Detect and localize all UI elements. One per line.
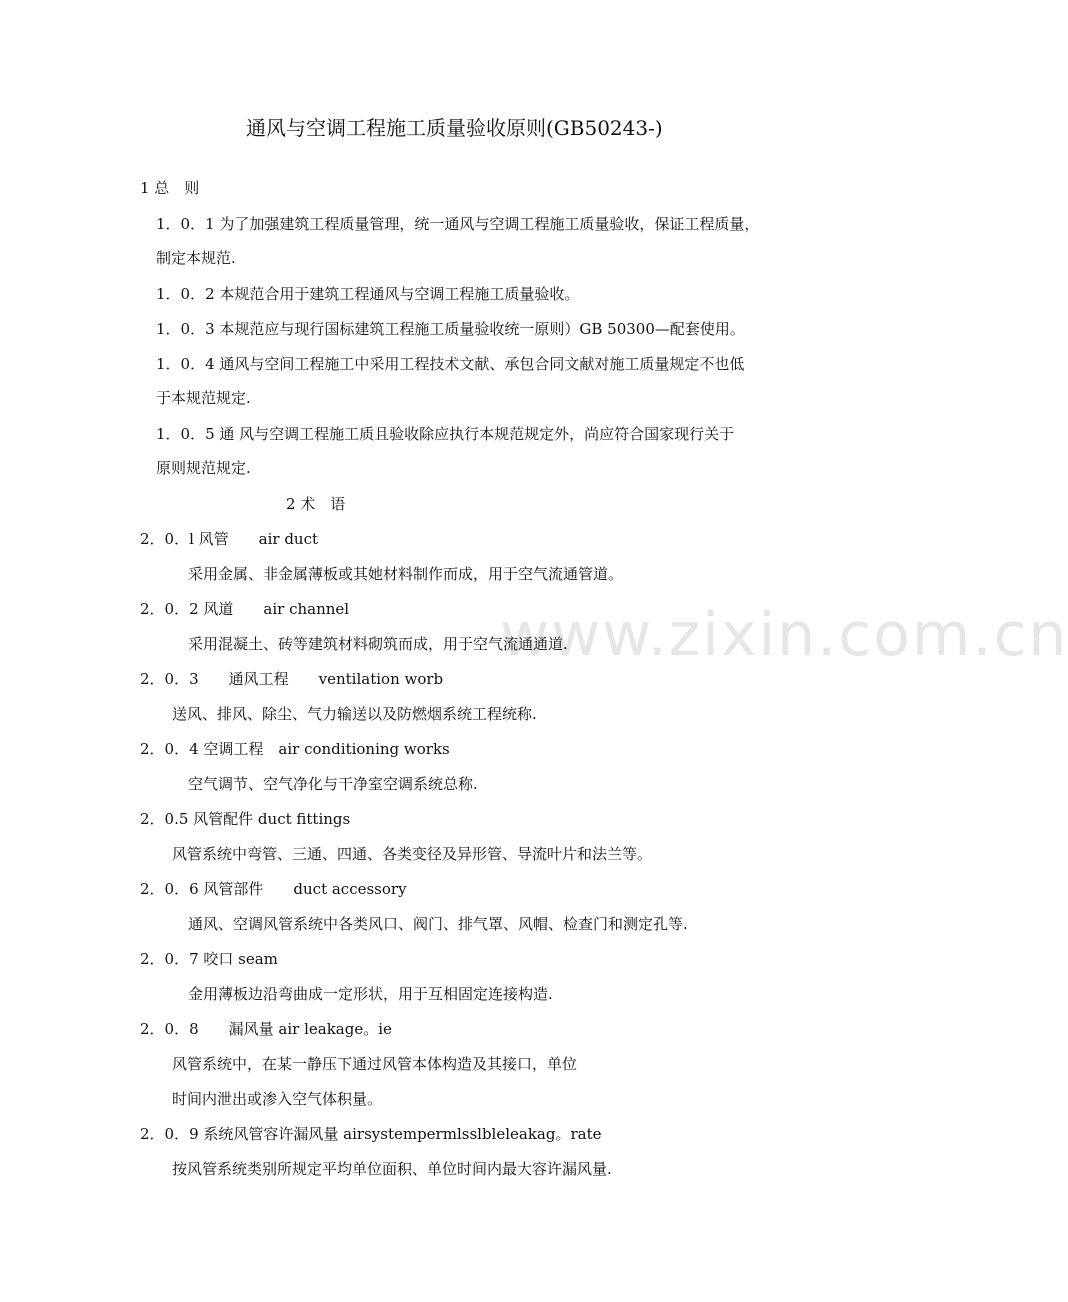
term-heading: 2．0．6 风管部件 duct accessory: [140, 880, 407, 898]
term-heading: 2．0．4 空调工程 air conditioning works: [140, 740, 450, 758]
clause-text: 于本规范规定.: [156, 389, 251, 407]
clause-text: 1．0．2 本规范合用于建筑工程通风与空调工程施工质量验收。: [156, 285, 580, 303]
clause-text: 制定本规范.: [156, 249, 236, 267]
term-heading: 2．0．l 风管 air duct: [140, 530, 319, 548]
page-title: 通风与空调工程施工质量验收原则(GB50243-): [246, 116, 663, 140]
clause-text: 1．0．1 为了加强建筑工程质量管理，统一通风与空调工程施工质量验收，保证工程质量，: [156, 215, 760, 233]
term-heading: 2．0.5 风管配件 duct fittings: [140, 810, 351, 828]
term-definition: 风管系统中弯管、三通、四通、各类变径及异形管、导流叶片和法兰等。: [172, 845, 653, 863]
term-definition: 金用薄板边沿弯曲成一定形状，用于互相固定连接构造.: [188, 985, 553, 1003]
term-definition: 采用金属、非金属薄板或其她材料制作而成，用于空气流通管道。: [188, 565, 624, 583]
term-definition: 采用混凝土、砖等建筑材料砌筑而成，用于空气流通通道.: [188, 635, 568, 653]
term-definition: 送风、排风、除尘、气力输送以及防燃烟系统工程统称.: [172, 705, 537, 723]
term-definition: 风管系统中，在某一静压下通过风管本体构造及其接口，单位: [172, 1055, 578, 1073]
term-heading: 2．0．3 通风工程 ventilation worb: [140, 670, 444, 688]
clause-text: 1．0．4 通风与空间工程施工中采用工程技术文献、承包合同文献对施工质量规定不也低: [156, 355, 745, 373]
term-definition: 按风管系统类别所规定平均单位面积、单位时间内最大容许漏风量.: [172, 1160, 612, 1178]
term-heading: 2．0．2 风道 air channel: [140, 600, 350, 618]
watermark: www.zixin.com.cn: [500, 600, 1068, 670]
clause-text: 1．0．3 本规范应与现行国标建筑工程施工质量验收统一原则）GB 50300—配套使用。: [156, 320, 745, 338]
clause-text: 1．0．5 通 风与空调工程施工质且验收除应执行本规范规定外，尚应符合国家现行关于: [156, 425, 735, 443]
section-heading: 1 总 则: [140, 179, 200, 197]
section-heading: 2 术 语: [286, 495, 346, 513]
clause-text: 原则规范规定.: [156, 459, 251, 477]
term-heading: 2．0．9 系统风管容许漏风量 airsystempermlsslbleleakag。rate: [140, 1125, 602, 1143]
term-definition: 空气调节、空气净化与干净室空调系统总称.: [188, 775, 478, 793]
term-heading: 2．0．8 漏风量 air leakage。ie: [140, 1020, 392, 1038]
term-definition: 时间内泄出或渗入空气体积量。: [172, 1090, 383, 1108]
term-definition: 通风、空调风管系统中各类风口、阀门、排气罩、风帽、检查门和测定孔等.: [188, 915, 688, 933]
term-heading: 2．0．7 咬口 seam: [140, 950, 278, 968]
